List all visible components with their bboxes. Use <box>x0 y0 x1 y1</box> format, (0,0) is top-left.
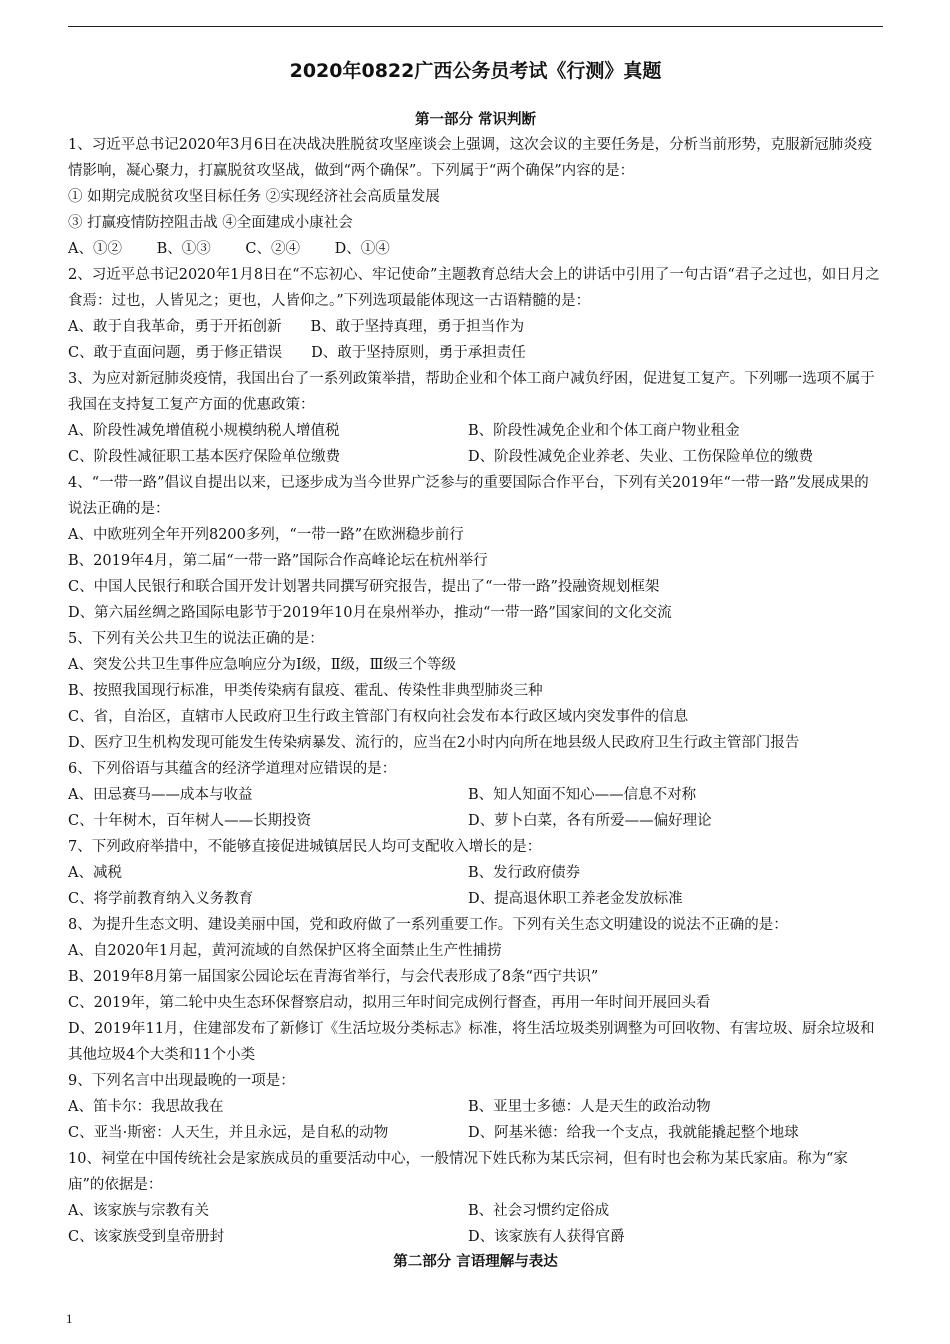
question-4 <box>68 470 883 626</box>
option-d: D、阿基米德：给我一个支点，我就能撬起整个地球 <box>468 1125 799 1141</box>
question-stem: 1、习近平总书记2020年3月6日在决战决胜脱贫攻坚座谈会上强调，这次会议的主要任务是，分析当前形势，克服新冠肺炎疫情影响，凝心聚力，打赢脱贫攻坚战，做到“两个确保”。下列属于“两个确保”内容的是： <box>68 137 873 179</box>
question-6 <box>68 756 883 834</box>
option-b: B、2019年8月第一届国家公园论坛在青海省举行，与会代表形成了8条“西宁共识” <box>68 969 599 985</box>
option-a: A、自2020年1月起，黄河流域的自然保护区将全面禁止生产性捕捞 <box>68 943 502 959</box>
option-a: A、笛卡尔：我思故我在 <box>68 1099 224 1115</box>
question-item-line: ③ 打赢疫情防控阻击战 ④全面建成小康社会 <box>68 215 353 231</box>
option-row: C、敢于直面问题，勇于修正错误 D、敢于坚持原则，勇于承担责任 <box>68 345 526 361</box>
question-8 <box>68 912 883 1068</box>
option-b: B、社会习惯约定俗成 <box>468 1203 610 1219</box>
option-row: A、敢于自我革命，勇于开拓创新 B、敢于坚持真理，勇于担当作为 <box>68 319 525 335</box>
option-d: D、提高退休职工养老金发放标准 <box>468 891 683 907</box>
option-a: A、减税 <box>68 865 122 881</box>
option-c: C、②④ <box>245 241 300 257</box>
option-d: D、萝卜白菜，各有所爱——偏好理论 <box>468 813 712 829</box>
question-1 <box>68 132 883 262</box>
option-grid <box>68 418 883 470</box>
option-b: B、2019年4月，第二届“一带一路”国际合作高峰论坛在杭州举行 <box>68 553 488 569</box>
section-title-1: 第一部分 常识判断 <box>414 112 537 128</box>
option-a: A、①② <box>68 241 122 257</box>
header-rule <box>68 26 883 27</box>
option-c: C、将学前教育纳入义务教育 <box>68 891 254 907</box>
question-5 <box>68 626 883 756</box>
option-d: D、2019年11月，住建部发布了新修订《生活垃圾分类标志》标准，将生活垃圾类别调整为可回收物、有害垃圾、厨余垃圾和其他垃圾4个大类和11个小类 <box>68 1021 875 1063</box>
option-c: C、该家族受到皇帝册封 <box>68 1229 225 1245</box>
question-stem: 2、习近平总书记2020年1月8日在“不忘初心、牢记使命”主题教育总结大会上的讲话中引用了一句古语“君子之过也，如日月之食焉：过也，人皆见之；更也，人皆仰之。”下列选项最能体现这一古语精髓的是： <box>68 267 880 309</box>
question-stem: 3、为应对新冠肺炎疫情，我国出台了一系列政策举措，帮助企业和个体工商户减负纾困，促进复工复产。下列哪一选项不属于我国在支持复工复产方面的优惠政策： <box>68 371 875 413</box>
option-d: D、该家族有人获得官爵 <box>468 1229 625 1245</box>
option-b: B、发行政府债券 <box>468 865 581 881</box>
option-a: A、中欧班列全年开列8200多列，“一带一路”在欧洲稳步前行 <box>68 527 464 543</box>
option-c: C、省，自治区，直辖市人民政府卫生行政主管部门有权向社会发布本行政区域内突发事件的信息 <box>68 709 689 725</box>
question-stem: 4、“一带一路”倡议自提出以来，已逐步成为当今世界广泛参与的重要国际合作平台，下列有关2019年“一带一路”发展成果的说法正确的是： <box>68 475 869 517</box>
option-a: A、阶段性减免增值税小规模纳税人增值税 <box>68 423 340 439</box>
question-item-line: ① 如期完成脱贫攻坚目标任务 ②实现经济社会高质量发展 <box>68 189 440 205</box>
option-d: D、第六届丝绸之路国际电影节于2019年10月在泉州举办，推动“一带一路”国家间的文化交流 <box>68 605 672 621</box>
question-9 <box>68 1068 883 1146</box>
option-b: B、亚里士多德：人是天生的政治动物 <box>468 1099 711 1115</box>
option-a: A、田忌赛马——成本与收益 <box>68 787 253 803</box>
option-c: C、十年树木，百年树人——长期投资 <box>68 813 312 829</box>
option-b: B、按照我国现行标准，甲类传染病有鼠疫、霍乱、传染性非典型肺炎三种 <box>68 683 543 699</box>
page-title: 2020年0822广西公务员考试《行测》真题 <box>289 60 662 82</box>
question-7 <box>68 834 883 912</box>
option-d: D、医疗卫生机构发现可能发生传染病暴发、流行的，应当在2小时内向所在地县级人民政府卫生行政主管部门报告 <box>68 735 800 751</box>
question-stem: 7、下列政府举措中，不能够直接促进城镇居民人均可支配收入增长的是： <box>68 839 542 855</box>
option-a: A、突发公共卫生事件应急响应分为Ⅰ级，Ⅱ级，Ⅲ级三个等级 <box>68 657 457 673</box>
option-b: B、知人知面不知心——信息不对称 <box>468 787 697 803</box>
option-c: C、2019年，第二轮中央生态环保督察启动，拟用三年时间完成例行督查，再用一年时间开展回头看 <box>68 995 711 1011</box>
option-grid <box>68 782 883 834</box>
page-number: 1 <box>66 1311 73 1326</box>
option-a: A、该家族与宗教有关 <box>68 1203 209 1219</box>
option-b: B、①③ <box>156 241 211 257</box>
option-grid <box>68 1198 883 1250</box>
option-b: B、阶段性减免企业和个体工商户物业租金 <box>468 423 740 439</box>
option-c: C、阶段性减征职工基本医疗保险单位缴费 <box>68 449 341 465</box>
option-grid <box>68 1094 883 1146</box>
option-d: D、阶段性减免企业养老、失业、工伤保险单位的缴费 <box>468 449 814 465</box>
option-c: C、中国人民银行和联合国开发计划署共同撰写研究报告，提出了“一带一路”投融资规划框架 <box>68 579 660 595</box>
question-10 <box>68 1146 883 1250</box>
option-c: C、亚当·斯密：人天生，并且永远，是自私的动物 <box>68 1125 389 1141</box>
question-3 <box>68 366 883 470</box>
option-d: D、①④ <box>334 241 390 257</box>
question-stem: 10、祠堂在中国传统社会是家族成员的重要活动中心，一般情况下姓氏称为某氏宗祠，但有时也会称为某氏家庙。称为“家庙”的依据是： <box>68 1151 848 1193</box>
question-stem: 8、为提升生态文明、建设美丽中国，党和政府做了一系列重要工作。下列有关生态文明建设的说法不正确的是： <box>68 917 788 933</box>
document-body <box>68 58 883 1274</box>
question-2 <box>68 262 883 366</box>
question-stem: 5、下列有关公共卫生的说法正确的是： <box>68 631 324 647</box>
section-title-2: 第二部分 言语理解与表达 <box>393 1254 558 1270</box>
option-row <box>68 236 883 262</box>
question-stem: 9、下列名言中出现最晚的一项是： <box>68 1073 295 1089</box>
question-stem: 6、下列俗语与其蕴含的经济学道理对应错误的是： <box>68 761 397 777</box>
option-grid <box>68 860 883 912</box>
